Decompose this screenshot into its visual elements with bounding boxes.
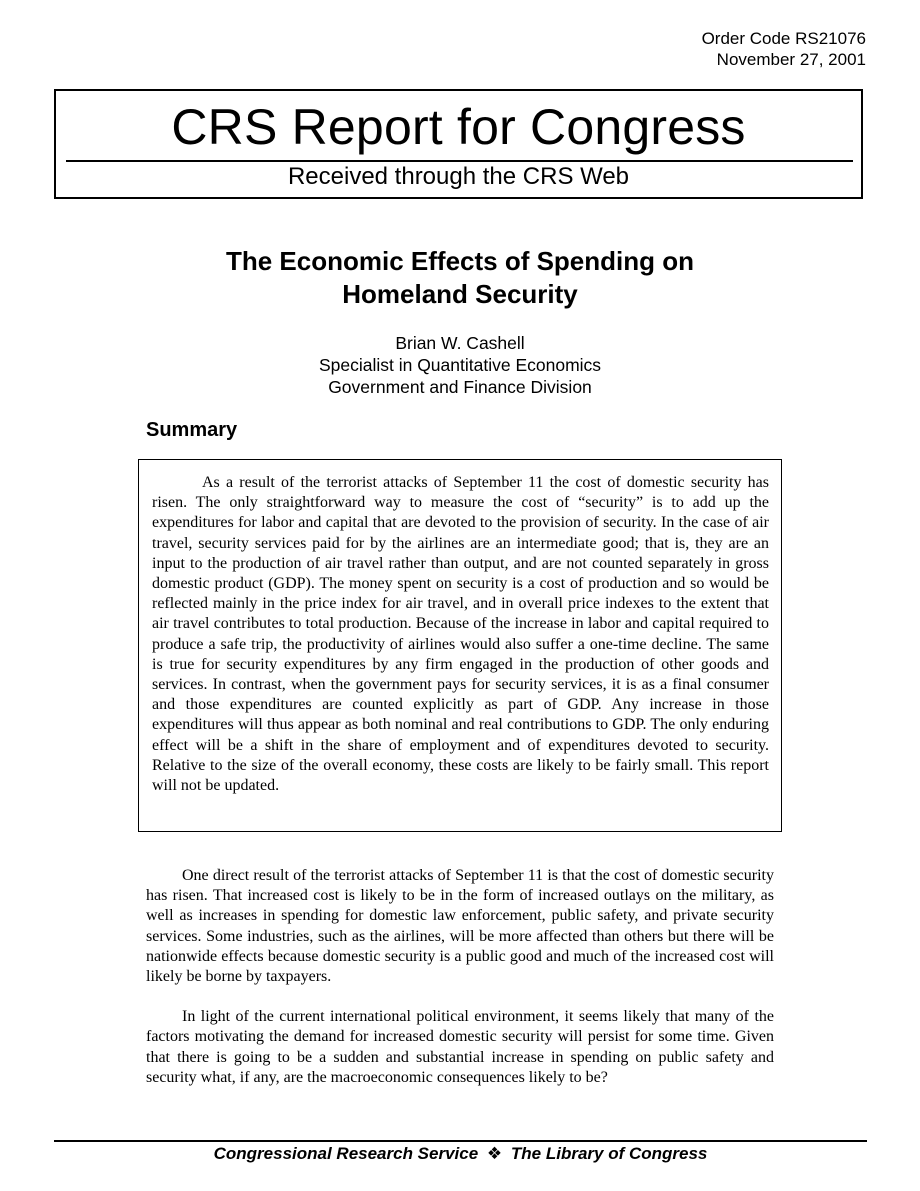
summary-text: As a result of the terrorist attacks of September 11 the cost of domestic security has risen. The only straightforward way to measure the cost of “security” is to add up the expenditures for labor and capital that are devoted to the provision of security. In the case of air travel, security services paid for by the airlines are an intermediate good; that is, they are an input to the production of air travel rather than output, and are not counted separately in gross domestic product (GDP). The money spent on security is a cost of production and so would be reflected mainly in the price index for air travel, and in overall price indexes to the extent that air travel contributes to total production. Because of the increase in labor and capital required to produce a safe trip, the productivity of airlines would also suffer a one-time decline. The same is true for security expenditures by any firm engaged in the production of other goods and services. In contrast, when the government pays for security services, it is as a final consumer and those expenditures are counted explicitly as part of GDP. Any increase in those expenditures will thus appear as both nominal and real contributions to GDP. The only enduring effect will be a shift in the share of employment and of expenditures devoted to security. Relative to the size of the overall economy, these costs are likely to be fairly small. This report will not be updated. <box>152 474 769 795</box>
banner-title: CRS Report for Congress <box>171 99 746 155</box>
author-name: Brian W. Cashell <box>395 333 525 353</box>
report-title-line-2: Homeland Security <box>342 279 578 309</box>
report-date: November 27, 2001 <box>716 50 866 69</box>
footer <box>54 1143 867 1165</box>
author-division: Government and Finance Division <box>328 377 592 397</box>
footer-library: The Library of Congress <box>510 1144 708 1163</box>
banner-subtitle: Received through the CRS Web <box>287 163 630 190</box>
author-block <box>100 332 820 398</box>
footer-organization: Congressional Research Service <box>213 1144 479 1163</box>
summary-heading: Summary <box>146 419 238 441</box>
body-paragraph: In light of the current international political environment, it seems likely that many of the factors motivating the demand for increased domestic security will persist for some time. Given that there is going to be a sudden and substantial increase in spending on public safety and security what, if any, are the macroeconomic consequences likely to be? <box>146 1008 774 1086</box>
footer-divider <box>54 1140 867 1142</box>
report-title <box>100 245 820 311</box>
diamond-separator-icon: ❖ <box>486 1144 503 1163</box>
report-banner <box>54 89 863 199</box>
order-code: Order Code RS21076 <box>701 29 866 48</box>
summary-box <box>138 459 782 832</box>
body-paragraph: One direct result of the terrorist attacks of September 11 is that the cost of domestic security has risen. That increased cost is likely to be in the form of increased outlays on the military, as well as increases in spending for domestic law enforcement, public safety, and private security services. Some industries, such as the airlines, will be more affected than others but there will be nationwide effects because domestic security is a public good and much of the increased cost will likely be borne by taxpayers. <box>146 867 774 986</box>
report-title-line-1: The Economic Effects of Spending on <box>225 246 695 276</box>
order-info <box>702 28 866 70</box>
author-title: Specialist in Quantitative Economics <box>318 355 602 375</box>
body-text <box>146 866 774 1108</box>
